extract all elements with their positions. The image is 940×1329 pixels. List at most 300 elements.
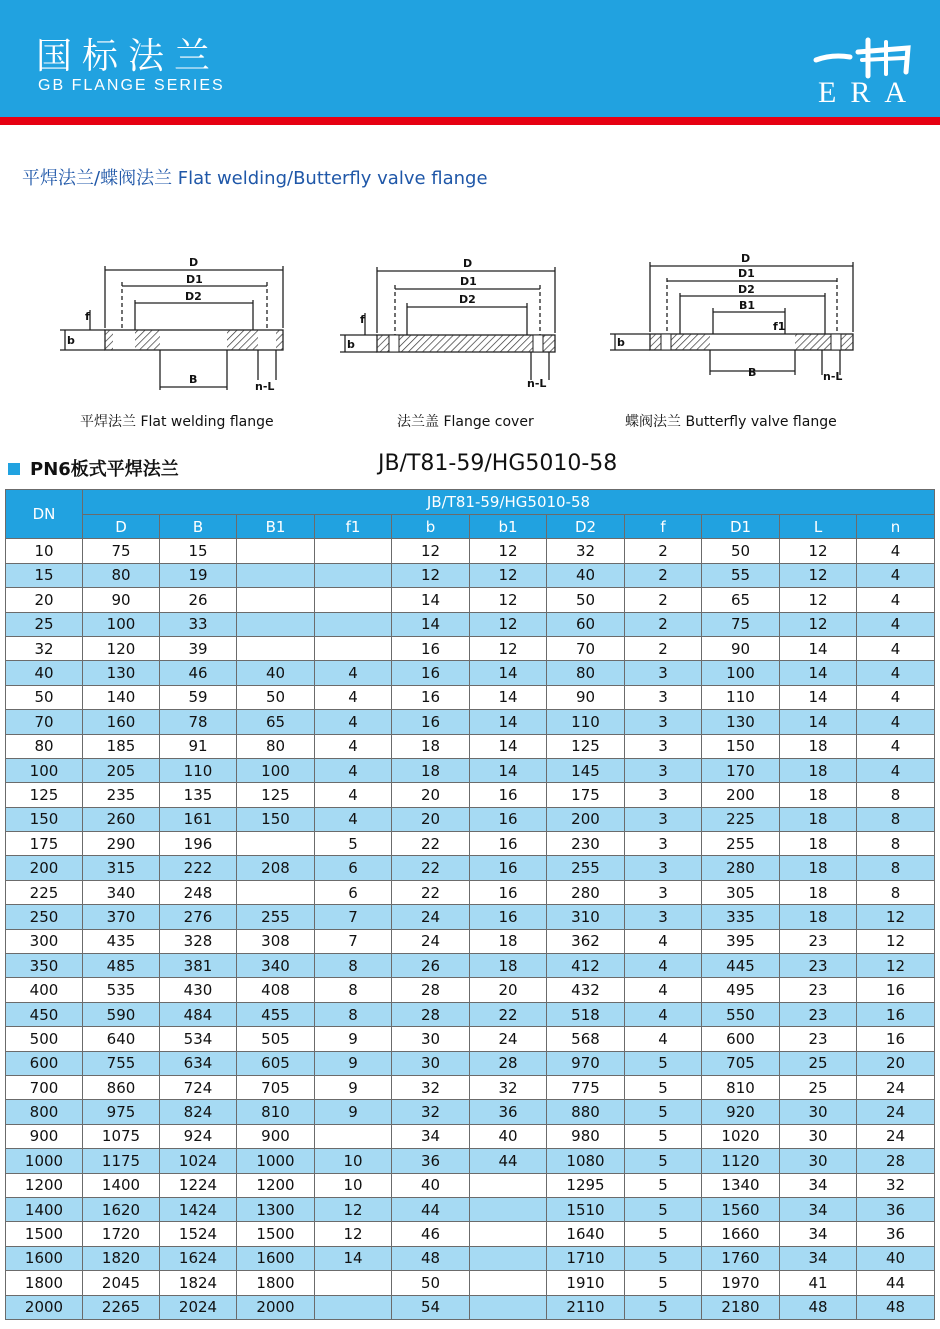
table-cell: 161 bbox=[160, 807, 237, 831]
table-cell: 2045 bbox=[83, 1271, 160, 1295]
header-banner bbox=[0, 0, 940, 117]
table-cell: 362 bbox=[547, 929, 625, 953]
table-cell: 23 bbox=[780, 1027, 857, 1051]
table-cell: 920 bbox=[702, 1100, 780, 1124]
table-cell: 16 bbox=[857, 1002, 935, 1026]
table-cell: 4 bbox=[857, 612, 935, 636]
brand-logo-text: ERA bbox=[818, 76, 920, 109]
butterfly-valve-flange-caption: 蝶阀法兰 Butterfly valve flange bbox=[625, 414, 837, 430]
table-cell: 255 bbox=[547, 856, 625, 880]
dn-cell: 80 bbox=[6, 734, 83, 758]
table-cell: 305 bbox=[702, 880, 780, 904]
table-cell: 4 bbox=[315, 685, 392, 709]
table-cell: 20 bbox=[392, 807, 470, 831]
table-cell: 9 bbox=[315, 1051, 392, 1075]
table-cell bbox=[237, 832, 315, 856]
table-cell: 255 bbox=[702, 832, 780, 856]
table-cell: 16 bbox=[470, 832, 547, 856]
table-cell: 78 bbox=[160, 710, 237, 734]
table-cell: 445 bbox=[702, 954, 780, 978]
table-cell: 3 bbox=[625, 880, 702, 904]
page-title-en: GB FLANGE SERIES bbox=[38, 77, 225, 94]
flat-welding-flange-diagram bbox=[55, 250, 295, 400]
table-row bbox=[6, 539, 935, 563]
table-cell: 255 bbox=[237, 905, 315, 929]
dn-cell: 200 bbox=[6, 856, 83, 880]
table-cell: 150 bbox=[702, 734, 780, 758]
table-cell: 10 bbox=[315, 1149, 392, 1173]
table-cell: 4 bbox=[857, 758, 935, 782]
table-cell: 60 bbox=[547, 612, 625, 636]
table-cell: 32 bbox=[547, 539, 625, 563]
table-cell: 30 bbox=[392, 1027, 470, 1051]
table-cell: 205 bbox=[83, 758, 160, 782]
table-cell bbox=[237, 636, 315, 660]
header-red-stripe bbox=[0, 117, 940, 125]
table-cell: 12 bbox=[780, 612, 857, 636]
table-cell: 12 bbox=[470, 612, 547, 636]
cover-dim-f-label: f bbox=[360, 313, 365, 326]
table-cell: 1020 bbox=[702, 1124, 780, 1148]
table-cell: 5 bbox=[625, 1149, 702, 1173]
dim-nl-label: n-L bbox=[255, 380, 275, 393]
table-cell: 34 bbox=[780, 1222, 857, 1246]
table-cell: 91 bbox=[160, 734, 237, 758]
table-cell: 260 bbox=[83, 807, 160, 831]
table-cell: 28 bbox=[392, 978, 470, 1002]
table-cell: 1800 bbox=[237, 1271, 315, 1295]
table-cell: 175 bbox=[547, 783, 625, 807]
table-cell: 395 bbox=[702, 929, 780, 953]
table-cell: 430 bbox=[160, 978, 237, 1002]
table-cell: 90 bbox=[547, 685, 625, 709]
table-cell: 5 bbox=[625, 1197, 702, 1221]
table-cell: 640 bbox=[83, 1027, 160, 1051]
page-title-cn: 国标法兰 bbox=[36, 36, 221, 77]
table-cell: 340 bbox=[237, 954, 315, 978]
table-cell: 8 bbox=[315, 954, 392, 978]
column-header: D1 bbox=[702, 515, 780, 539]
section-title: PN6板式平焊法兰 bbox=[30, 459, 179, 480]
table-cell: 4 bbox=[315, 758, 392, 782]
table-cell: 280 bbox=[702, 856, 780, 880]
table-row bbox=[6, 856, 935, 880]
table-cell: 135 bbox=[160, 783, 237, 807]
table-cell: 1500 bbox=[237, 1222, 315, 1246]
column-header: f1 bbox=[315, 515, 392, 539]
table-cell: 1524 bbox=[160, 1222, 237, 1246]
table-cell: 200 bbox=[702, 783, 780, 807]
table-cell: 80 bbox=[83, 563, 160, 587]
table-cell: 75 bbox=[83, 539, 160, 563]
table-cell: 26 bbox=[160, 588, 237, 612]
table-row bbox=[6, 1100, 935, 1124]
table-cell: 8 bbox=[857, 807, 935, 831]
table-cell bbox=[470, 1222, 547, 1246]
table-cell: 34 bbox=[780, 1173, 857, 1197]
table-cell: 230 bbox=[547, 832, 625, 856]
table-row bbox=[6, 1027, 935, 1051]
column-header: n bbox=[857, 515, 935, 539]
table-cell: 1640 bbox=[547, 1222, 625, 1246]
table-row bbox=[6, 710, 935, 734]
table-cell: 59 bbox=[160, 685, 237, 709]
table-cell: 880 bbox=[547, 1100, 625, 1124]
table-row bbox=[6, 1002, 935, 1026]
table-cell: 110 bbox=[547, 710, 625, 734]
table-cell: 534 bbox=[160, 1027, 237, 1051]
table-cell: 80 bbox=[237, 734, 315, 758]
table-cell: 980 bbox=[547, 1124, 625, 1148]
table-cell: 7 bbox=[315, 905, 392, 929]
table-cell: 2 bbox=[625, 539, 702, 563]
section-standard: JB/T81-59/HG5010-58 bbox=[378, 451, 618, 476]
flange-cover-caption: 法兰盖 Flange cover bbox=[397, 414, 534, 430]
table-cell: 14 bbox=[470, 685, 547, 709]
table-cell: 860 bbox=[83, 1075, 160, 1099]
table-cell: 54 bbox=[392, 1295, 470, 1319]
table-cell: 24 bbox=[857, 1100, 935, 1124]
table-cell: 4 bbox=[315, 710, 392, 734]
table-row bbox=[6, 563, 935, 587]
table-row bbox=[6, 905, 935, 929]
table-cell: 518 bbox=[547, 1002, 625, 1026]
table-cell: 810 bbox=[702, 1075, 780, 1099]
table-cell: 150 bbox=[237, 807, 315, 831]
table-cell: 1970 bbox=[702, 1271, 780, 1295]
dn-cell: 25 bbox=[6, 612, 83, 636]
table-cell: 18 bbox=[392, 758, 470, 782]
table-cell: 44 bbox=[857, 1271, 935, 1295]
table-cell: 1660 bbox=[702, 1222, 780, 1246]
table-cell: 25 bbox=[780, 1051, 857, 1075]
table-cell: 36 bbox=[470, 1100, 547, 1124]
table-cell: 1295 bbox=[547, 1173, 625, 1197]
table-cell: 5 bbox=[625, 1246, 702, 1270]
table-cell: 70 bbox=[547, 636, 625, 660]
table-cell: 80 bbox=[547, 661, 625, 685]
table-cell: 2 bbox=[625, 612, 702, 636]
table-cell: 130 bbox=[702, 710, 780, 734]
table-cell bbox=[470, 1197, 547, 1221]
table-cell: 25 bbox=[780, 1075, 857, 1099]
table-cell: 16 bbox=[392, 661, 470, 685]
table-cell bbox=[470, 1173, 547, 1197]
dim-d1-label: D1 bbox=[186, 273, 203, 286]
table-cell: 100 bbox=[702, 661, 780, 685]
table-cell: 8 bbox=[315, 1002, 392, 1026]
table-row bbox=[6, 783, 935, 807]
table-cell: 5 bbox=[625, 1173, 702, 1197]
dn-cell: 1600 bbox=[6, 1246, 83, 1270]
dim-d-label: D bbox=[189, 256, 199, 269]
table-cell: 412 bbox=[547, 954, 625, 978]
table-cell: 290 bbox=[83, 832, 160, 856]
table-cell: 1910 bbox=[547, 1271, 625, 1295]
dn-cell: 250 bbox=[6, 905, 83, 929]
table-cell: 328 bbox=[160, 929, 237, 953]
table-cell bbox=[315, 1271, 392, 1295]
table-row bbox=[6, 1173, 935, 1197]
table-cell: 9 bbox=[315, 1100, 392, 1124]
table-cell: 16 bbox=[470, 905, 547, 929]
table-cell: 900 bbox=[237, 1124, 315, 1148]
table-cell: 924 bbox=[160, 1124, 237, 1148]
table-cell: 4 bbox=[315, 783, 392, 807]
table-row bbox=[6, 1051, 935, 1075]
table-cell: 340 bbox=[83, 880, 160, 904]
table-cell: 16 bbox=[392, 710, 470, 734]
table-cell bbox=[470, 1295, 547, 1319]
table-cell: 12 bbox=[780, 588, 857, 612]
table-cell bbox=[470, 1246, 547, 1270]
standard-group-header: JB/T81-59/HG5010-58 bbox=[83, 490, 935, 515]
table-cell: 14 bbox=[392, 612, 470, 636]
table-cell: 8 bbox=[315, 978, 392, 1002]
table-cell: 1080 bbox=[547, 1149, 625, 1173]
table-cell: 90 bbox=[702, 636, 780, 660]
table-cell: 225 bbox=[702, 807, 780, 831]
table-cell: 32 bbox=[392, 1075, 470, 1099]
section-subtitle: 平焊法兰/蝶阀法兰 Flat welding/Butterfly valve flange bbox=[22, 168, 488, 189]
table-cell: 16 bbox=[857, 978, 935, 1002]
dn-cell: 400 bbox=[6, 978, 83, 1002]
table-row bbox=[6, 612, 935, 636]
table-row bbox=[6, 807, 935, 831]
table-cell: 50 bbox=[237, 685, 315, 709]
table-row bbox=[6, 1124, 935, 1148]
table-cell: 18 bbox=[470, 929, 547, 953]
table-cell: 3 bbox=[625, 905, 702, 929]
table-cell: 1560 bbox=[702, 1197, 780, 1221]
dn-cell: 20 bbox=[6, 588, 83, 612]
table-cell: 19 bbox=[160, 563, 237, 587]
table-cell: 1710 bbox=[547, 1246, 625, 1270]
table-cell: 18 bbox=[780, 758, 857, 782]
table-cell: 8 bbox=[857, 783, 935, 807]
table-cell: 20 bbox=[857, 1051, 935, 1075]
table-cell: 3 bbox=[625, 734, 702, 758]
dn-cell: 500 bbox=[6, 1027, 83, 1051]
table-cell: 18 bbox=[780, 880, 857, 904]
table-cell: 160 bbox=[83, 710, 160, 734]
cover-dim-d1-label: D1 bbox=[460, 275, 477, 288]
table-cell: 40 bbox=[470, 1124, 547, 1148]
table-row bbox=[6, 929, 935, 953]
dn-cell: 450 bbox=[6, 1002, 83, 1026]
table-cell bbox=[315, 612, 392, 636]
table-cell: 100 bbox=[237, 758, 315, 782]
table-cell: 2 bbox=[625, 636, 702, 660]
table-cell: 23 bbox=[780, 954, 857, 978]
table-cell bbox=[237, 539, 315, 563]
dn-cell: 125 bbox=[6, 783, 83, 807]
table-cell: 370 bbox=[83, 905, 160, 929]
table-cell: 36 bbox=[857, 1222, 935, 1246]
table-cell: 9 bbox=[315, 1027, 392, 1051]
table-cell: 5 bbox=[625, 1222, 702, 1246]
dn-cell: 32 bbox=[6, 636, 83, 660]
table-cell: 20 bbox=[470, 978, 547, 1002]
table-cell: 2024 bbox=[160, 1295, 237, 1319]
table-cell: 5 bbox=[625, 1100, 702, 1124]
dn-cell: 40 bbox=[6, 661, 83, 685]
table-cell: 1600 bbox=[237, 1246, 315, 1270]
table-cell: 568 bbox=[547, 1027, 625, 1051]
table-cell: 44 bbox=[470, 1149, 547, 1173]
dn-cell: 10 bbox=[6, 539, 83, 563]
table-cell: 970 bbox=[547, 1051, 625, 1075]
table-cell: 125 bbox=[237, 783, 315, 807]
table-cell: 4 bbox=[625, 954, 702, 978]
table-row bbox=[6, 880, 935, 904]
table-cell: 30 bbox=[780, 1124, 857, 1148]
table-cell: 12 bbox=[780, 563, 857, 587]
table-cell: 16 bbox=[857, 1027, 935, 1051]
dn-cell: 900 bbox=[6, 1124, 83, 1148]
dn-cell: 300 bbox=[6, 929, 83, 953]
table-cell: 12 bbox=[470, 539, 547, 563]
table-cell: 4 bbox=[857, 734, 935, 758]
column-header: b1 bbox=[470, 515, 547, 539]
table-cell: 12 bbox=[315, 1222, 392, 1246]
table-cell: 1224 bbox=[160, 1173, 237, 1197]
table-cell: 30 bbox=[392, 1051, 470, 1075]
dim-f-label: f bbox=[85, 310, 90, 323]
table-cell: 15 bbox=[160, 539, 237, 563]
table-row bbox=[6, 832, 935, 856]
flange-spec-table bbox=[5, 489, 935, 1320]
table-cell: 4 bbox=[625, 978, 702, 1002]
dn-cell: 350 bbox=[6, 954, 83, 978]
table-cell: 185 bbox=[83, 734, 160, 758]
table-cell: 8 bbox=[857, 856, 935, 880]
column-header: B1 bbox=[237, 515, 315, 539]
table-cell: 590 bbox=[83, 1002, 160, 1026]
table-cell: 23 bbox=[780, 929, 857, 953]
table-row bbox=[6, 636, 935, 660]
table-cell: 600 bbox=[702, 1027, 780, 1051]
table-cell: 3 bbox=[625, 758, 702, 782]
table-cell bbox=[315, 1295, 392, 1319]
table-cell: 34 bbox=[392, 1124, 470, 1148]
table-cell: 775 bbox=[547, 1075, 625, 1099]
column-header-row bbox=[6, 515, 935, 539]
table-cell: 308 bbox=[237, 929, 315, 953]
table-row bbox=[6, 588, 935, 612]
table-cell: 40 bbox=[857, 1246, 935, 1270]
column-header: B bbox=[160, 515, 237, 539]
table-cell: 41 bbox=[780, 1271, 857, 1295]
butterfly-valve-flange-diagram bbox=[605, 250, 885, 400]
table-cell: 7 bbox=[315, 929, 392, 953]
table-cell: 22 bbox=[392, 832, 470, 856]
dn-cell: 1500 bbox=[6, 1222, 83, 1246]
table-cell: 16 bbox=[470, 856, 547, 880]
table-cell: 5 bbox=[625, 1051, 702, 1075]
table-cell: 50 bbox=[702, 539, 780, 563]
table-row bbox=[6, 954, 935, 978]
dn-cell: 100 bbox=[6, 758, 83, 782]
table-row bbox=[6, 1246, 935, 1270]
table-row bbox=[6, 1295, 935, 1319]
table-cell: 22 bbox=[392, 880, 470, 904]
table-cell: 24 bbox=[857, 1075, 935, 1099]
table-cell: 55 bbox=[702, 563, 780, 587]
table-cell: 755 bbox=[83, 1051, 160, 1075]
dn-cell: 800 bbox=[6, 1100, 83, 1124]
table-cell: 200 bbox=[547, 807, 625, 831]
table-cell: 550 bbox=[702, 1002, 780, 1026]
table-cell: 484 bbox=[160, 1002, 237, 1026]
table-cell: 170 bbox=[702, 758, 780, 782]
table-cell: 24 bbox=[392, 905, 470, 929]
table-cell: 65 bbox=[702, 588, 780, 612]
table-cell: 14 bbox=[470, 734, 547, 758]
table-cell: 120 bbox=[83, 636, 160, 660]
bfv-dim-b1-label: B1 bbox=[739, 299, 756, 312]
table-cell: 140 bbox=[83, 685, 160, 709]
table-cell: 125 bbox=[547, 734, 625, 758]
dn-cell: 1200 bbox=[6, 1173, 83, 1197]
section-marker-icon bbox=[8, 463, 20, 475]
table-cell: 28 bbox=[857, 1149, 935, 1173]
table-cell: 315 bbox=[83, 856, 160, 880]
table-cell bbox=[315, 1124, 392, 1148]
table-row bbox=[6, 734, 935, 758]
table-cell: 4 bbox=[625, 1002, 702, 1026]
bfv-dim-d2-label: D2 bbox=[738, 283, 755, 296]
table-cell: 435 bbox=[83, 929, 160, 953]
table-cell: 90 bbox=[83, 588, 160, 612]
dn-cell: 15 bbox=[6, 563, 83, 587]
table-cell bbox=[315, 636, 392, 660]
table-cell: 724 bbox=[160, 1075, 237, 1099]
table-cell: 1820 bbox=[83, 1246, 160, 1270]
table-cell: 4 bbox=[857, 685, 935, 709]
table-cell: 485 bbox=[83, 954, 160, 978]
dim-b-thickness-label: b bbox=[67, 334, 75, 347]
table-cell: 110 bbox=[160, 758, 237, 782]
table-cell: 4 bbox=[857, 636, 935, 660]
dn-cell: 225 bbox=[6, 880, 83, 904]
table-cell: 14 bbox=[780, 636, 857, 660]
column-header: D bbox=[83, 515, 160, 539]
table-cell: 408 bbox=[237, 978, 315, 1002]
dn-cell: 175 bbox=[6, 832, 83, 856]
table-cell: 705 bbox=[702, 1051, 780, 1075]
dim-b-label: B bbox=[189, 373, 198, 386]
table-cell: 20 bbox=[392, 783, 470, 807]
table-cell: 48 bbox=[780, 1295, 857, 1319]
table-cell: 48 bbox=[857, 1295, 935, 1319]
flange-cover-diagram bbox=[335, 255, 575, 400]
table-cell bbox=[237, 563, 315, 587]
table-cell: 16 bbox=[392, 685, 470, 709]
table-cell: 3 bbox=[625, 661, 702, 685]
table-cell: 44 bbox=[392, 1197, 470, 1221]
table-cell: 32 bbox=[470, 1075, 547, 1099]
table-row bbox=[6, 1271, 935, 1295]
table-cell: 5 bbox=[625, 1075, 702, 1099]
table-cell: 12 bbox=[857, 954, 935, 978]
table-cell: 975 bbox=[83, 1100, 160, 1124]
table-cell: 2 bbox=[625, 563, 702, 587]
table-cell: 24 bbox=[470, 1027, 547, 1051]
table-cell bbox=[315, 588, 392, 612]
table-cell: 3 bbox=[625, 832, 702, 856]
table-cell: 22 bbox=[392, 856, 470, 880]
